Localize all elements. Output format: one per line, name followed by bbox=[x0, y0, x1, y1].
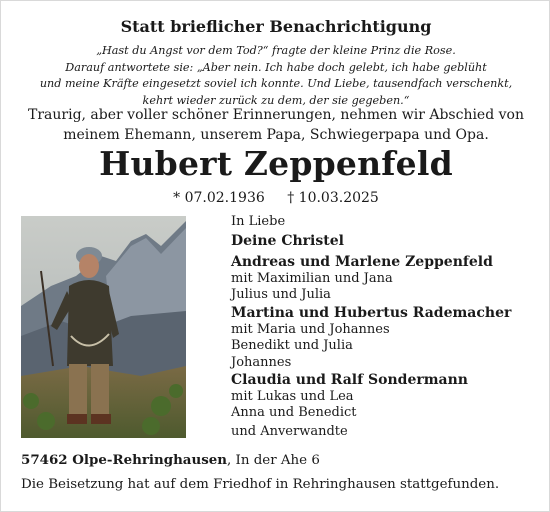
portrait-photo bbox=[21, 216, 186, 438]
funeral-note: Die Beisetzung hat auf dem Friedhof in Rehringhausen stattgefunden. bbox=[21, 477, 500, 492]
intro-line: meinem Ehemann, unserem Papa, Schwiegerpapa und Opa. bbox=[63, 126, 489, 143]
mourner-name: Claudia und Ralf Sondermann bbox=[231, 371, 468, 388]
mourners-intro: In Liebe bbox=[231, 214, 286, 229]
intro-text bbox=[1, 106, 550, 145]
mourner-name: Martina und Hubertus Rademacher bbox=[231, 304, 512, 321]
death-date: † 10.03.2025 bbox=[287, 190, 379, 206]
address-city: 57462 Olpe-Rehringhausen bbox=[21, 452, 228, 468]
mourners-list bbox=[231, 214, 541, 440]
mourner-relatives: und Anverwandte bbox=[231, 423, 348, 439]
quote-line: Darauf antwortete sie: „Aber nein. Ich habe doch gelebt, ich habe geblüht bbox=[65, 60, 487, 74]
mourner-name: Andreas und Marlene Zeppenfeld bbox=[231, 253, 493, 270]
life-dates bbox=[1, 190, 550, 206]
quote-line: „Hast du Angst vor dem Tod?“ fragte der kleine Prinz die Rose. bbox=[96, 44, 456, 57]
mourner-family: Benedikt und Julia bbox=[231, 338, 353, 354]
mourner-family: Johannes bbox=[231, 354, 292, 370]
address-street: , In der Ahe 6 bbox=[227, 453, 320, 468]
mountain-portrait-image bbox=[21, 216, 186, 438]
family-address bbox=[21, 452, 320, 468]
mourner-name: Deine Christel bbox=[231, 233, 344, 250]
birth-date: * 07.02.1936 bbox=[173, 190, 265, 206]
intro-line: Traurig, aber voller schöner Erinnerungen, nehmen wir Abschied von bbox=[28, 107, 524, 123]
mourner-family: Anna und Benedict bbox=[231, 405, 357, 421]
quote-line: und meine Kräfte eingesetzt soviel ich konnte. Und Liebe, tausendfach verschenkt, bbox=[39, 77, 513, 91]
deceased-name: Hubert Zeppenfeld bbox=[99, 144, 453, 183]
mourner-family: mit Maria und Johannes bbox=[231, 322, 390, 338]
quote-block bbox=[1, 43, 550, 109]
mourner-family: mit Maximilian und Jana bbox=[231, 271, 393, 287]
notice-heading: Statt brieflicher Benachrichtigung bbox=[120, 17, 432, 36]
mourner-family: Julius und Julia bbox=[231, 287, 331, 303]
quote-line: kehrt wieder zurück zu dem, der sie gegeben.“ bbox=[142, 93, 410, 107]
mourner-family: mit Lukas und Lea bbox=[231, 389, 354, 405]
